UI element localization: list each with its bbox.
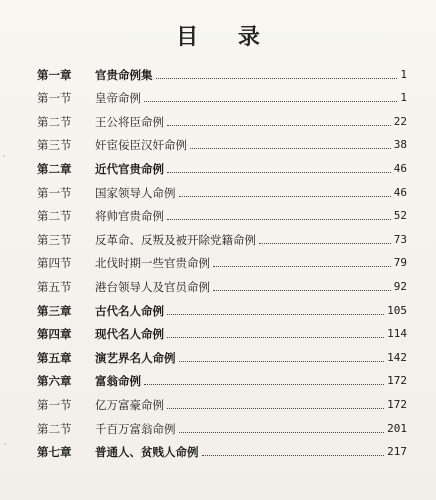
dot-leader — [179, 186, 391, 197]
toc-entry-title: 王公将臣命例 — [95, 114, 164, 129]
toc-entry — [37, 365, 407, 389]
toc-entry-page: 46 — [393, 161, 407, 175]
dot-leader — [167, 327, 384, 338]
toc-entry-title: 现代名人命例 — [95, 327, 164, 342]
dot-leader — [167, 398, 384, 409]
toc-entry — [37, 270, 407, 294]
toc-entry-label: 第三节 — [37, 232, 72, 247]
toc-entry-page: 22 — [393, 114, 407, 128]
toc-entry-label: 第五节 — [37, 279, 72, 294]
scan-speck: · — [4, 440, 7, 449]
dot-leader — [190, 138, 391, 149]
toc-entry — [37, 176, 407, 200]
dot-leader — [259, 233, 391, 244]
toc-entry-title: 北伐时期一些官贵命例 — [95, 256, 210, 271]
toc-entry-title: 富翁命例 — [95, 374, 141, 389]
dot-leader — [202, 445, 385, 456]
toc-entry-page: 142 — [387, 350, 407, 364]
toc-entry-label: 第五章 — [37, 350, 72, 365]
toc-entry-page: 217 — [387, 445, 407, 459]
dot-leader — [167, 162, 391, 173]
toc-entry-page: 52 — [393, 209, 407, 223]
toc-entry-page: 201 — [387, 421, 407, 435]
toc-entry — [37, 82, 407, 106]
table-of-contents — [37, 58, 407, 459]
toc-entry-title: 将帅官贵命例 — [95, 209, 164, 224]
toc-entry-title: 古代名人命例 — [95, 303, 164, 318]
toc-entry-title: 官贵命例集 — [95, 67, 153, 82]
toc-entry-title: 近代官贵命例 — [95, 161, 164, 176]
dot-leader — [167, 304, 384, 315]
toc-entry-label: 第一节 — [37, 397, 72, 412]
toc-entry-title: 皇帝命例 — [95, 91, 141, 106]
toc-entry — [37, 152, 407, 176]
toc-entry-label: 第三章 — [37, 303, 72, 318]
dot-leader — [179, 351, 385, 362]
toc-entry-page: 46 — [393, 185, 407, 199]
dot-leader — [144, 91, 397, 102]
toc-entry-title: 奸宦佞臣汉奸命例 — [95, 138, 187, 153]
toc-entry-title: 千百万富翁命例 — [95, 421, 176, 436]
toc-entry — [37, 223, 407, 247]
dot-leader — [144, 374, 384, 385]
toc-entry-label: 第四章 — [37, 327, 72, 342]
toc-entry — [37, 129, 407, 153]
dot-leader — [167, 209, 391, 220]
toc-entry-title: 普通人、贫贱人命例 — [95, 445, 199, 460]
toc-entry-label: 第一节 — [37, 91, 72, 106]
toc-entry-page: 73 — [393, 232, 407, 246]
toc-entry-label: 第一章 — [37, 67, 72, 82]
toc-entry — [37, 318, 407, 342]
toc-entry-title: 反革命、反叛及被开除党籍命例 — [95, 232, 256, 247]
toc-entry — [37, 247, 407, 271]
dot-leader — [167, 115, 391, 126]
toc-entry — [37, 412, 407, 436]
toc-entry — [37, 200, 407, 224]
toc-entry-page: 1 — [400, 91, 407, 105]
page-title: 目 录 — [176, 24, 276, 50]
dot-leader — [179, 422, 385, 433]
toc-entry — [37, 341, 407, 365]
toc-entry-label: 第七章 — [37, 445, 72, 460]
toc-entry-label: 第二章 — [37, 161, 72, 176]
toc-entry-page: 1 — [400, 67, 407, 81]
toc-entry-title: 亿万富豪命例 — [95, 397, 164, 412]
toc-entry-page: 92 — [393, 279, 407, 293]
toc-entry — [37, 105, 407, 129]
toc-entry-page: 105 — [387, 303, 407, 317]
toc-entry-label: 第六章 — [37, 374, 72, 389]
toc-entry-label: 第二节 — [37, 421, 72, 436]
toc-entry — [37, 388, 407, 412]
toc-entry — [37, 294, 407, 318]
toc-entry-title: 演艺界名人命例 — [95, 350, 176, 365]
dot-leader — [213, 280, 391, 291]
toc-entry-title: 国家领导人命例 — [95, 185, 176, 200]
toc-entry-page: 172 — [387, 374, 407, 388]
toc-entry-title: 港台领导人及官员命例 — [95, 279, 210, 294]
toc-entry — [37, 58, 407, 82]
toc-entry-label: 第三节 — [37, 138, 72, 153]
toc-entry-label: 第一节 — [37, 185, 72, 200]
toc-entry-page: 172 — [387, 397, 407, 411]
dot-leader — [156, 68, 398, 79]
toc-entry-page: 79 — [393, 256, 407, 270]
toc-entry-page: 38 — [393, 138, 407, 152]
toc-entry — [37, 436, 407, 460]
toc-entry-page: 114 — [387, 327, 407, 341]
dot-leader — [213, 256, 391, 267]
scan-speck: · — [3, 152, 6, 161]
toc-entry-label: 第四节 — [37, 256, 72, 271]
toc-entry-label: 第二节 — [37, 114, 72, 129]
toc-entry-label: 第二节 — [37, 209, 72, 224]
